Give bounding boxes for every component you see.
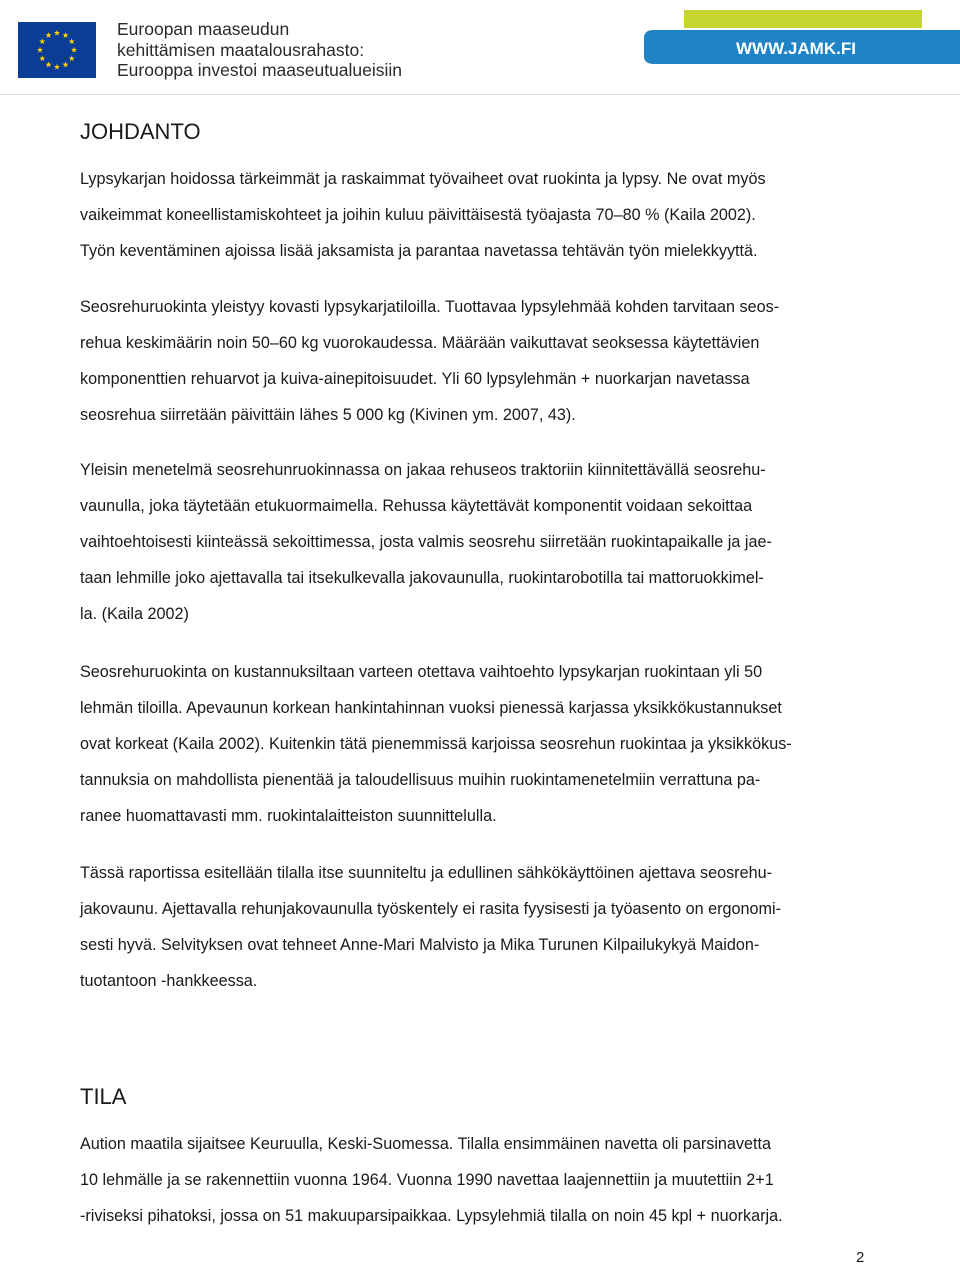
eu-funding-line: kehittämisen maatalousrahasto: [117,39,365,60]
page-header [0,0,960,96]
eu-flag-icon [18,22,96,78]
website-url[interactable]: WWW.JAMK.FI [736,39,856,58]
text-line: -riviseksi pihatoksi, jossa on 51 makuuparsipaikkaa. Lypsylehmiä tilalla on noin 45 kpl + nuorkarja. [80,1207,783,1225]
text-line: Aution maatila sijaitsee Keuruulla, Keski-Suomessa. Tilalla ensimmäinen navetta oli parsinavetta [80,1135,772,1153]
page-number: 2 [856,1249,865,1266]
paragraph [80,855,880,999]
text-line: tuotantoon -hankkeessa. [80,972,258,990]
text-line: vaunulla, joka täytetään etukuormaimella. Rehussa käytettävät komponentit voidaan sekoittaa [80,497,753,515]
paragraph [80,1126,880,1234]
eu-funding-line: Eurooppa investoi maaseutualueisiin [117,60,403,80]
text-line: la. (Kaila 2002) [80,605,189,623]
text-line: ovat korkeat (Kaila 2002). Kuitenkin tätä pienemmissä karjoissa seosrehun ruokintaa ja yksikkökus- [80,735,792,753]
eu-funding-text [117,19,402,81]
text-line: seosrehua siirretään päivittäin lähes 5 000 kg (Kivinen ym. 2007, 43). [80,406,576,424]
text-line: rehua keskimäärin noin 50–60 kg vuorokaudessa. Määrään vaikuttavat seoksessa käytettävien [80,334,760,352]
text-line: Yleisin menetelmä seosrehunruokinnassa on jakaa rehuseos traktoriin kiinnitettävällä seosrehu- [80,461,766,479]
paragraph [80,654,880,834]
header-divider [0,94,960,95]
paragraph [80,452,880,632]
text-line: jakovaunu. Ajettavalla rehunjakovaunulla työskentely ei rasita fyysisesti ja työasento on ergonomi- [80,900,781,918]
text-line: Seosrehuruokinta yleistyy kovasti lypsykarjatiloilla. Tuottavaa lypsylehmää kohden tarvitaan seos- [80,298,780,316]
paragraph [80,161,880,269]
text-line: vaihtoehtoisesti kiinteässä sekoittimessa, josta valmis seosrehu siirretään ruokintapaikalle ja jae- [80,533,772,551]
text-line: ranee huomattavasti mm. ruokintalaitteiston suunnittelulla. [80,807,497,825]
text-line: Lypsykarjan hoidossa tärkeimmät ja raskaimmat työvaiheet ovat ruokinta ja lypsy. Ne ovat myös [80,170,766,188]
text-line: 10 lehmälle ja se rakennettiin vuonna 1964. Vuonna 1990 navettaa laajennettiin ja muutettiin 2+1 [80,1171,774,1189]
text-line: tannuksia on mahdollista pienentää ja taloudellisuus muihin ruokintamenetelmiin verrattuna pa- [80,771,761,789]
text-line: Työn keventäminen ajoissa lisää jaksamista ja parantaa navetassa tehtävän työn mielekkyyttä. [80,242,758,260]
text-line: Seosrehuruokinta on kustannuksiltaan varteen otettava vaihtoehto lypsykarjan ruokintaan yli 50 [80,663,763,681]
text-line: vaikeimmat koneellistamiskohteet ja joihin kuluu päivittäisestä työajasta 70–80 % (Kaila 2002). [80,206,756,224]
eu-funding-line: Euroopan maaseudun [117,19,290,39]
text-line: Tässä raportissa esitellään tilalla itse suunniteltu ja edullinen sähkökäyttöinen ajettava seosrehu- [80,864,772,882]
paragraph [80,289,880,433]
jamk-logo[interactable] [640,6,960,68]
text-line: taan lehmille joko ajettavalla tai itsekulkevalla jakovaunulla, ruokintarobotilla tai mattoruokkimel- [80,569,764,587]
text-line: lehmän tiloilla. Apevaunun korkean hankintahinnan vuoksi pienessä karjassa yksikkökustannukset [80,699,782,717]
section-heading-johdanto: JOHDANTO [80,119,201,144]
section-heading-tila: TILA [80,1084,127,1109]
text-line: komponenttien rehuarvot ja kuiva-ainepitoisuudet. Yli 60 lypsylehmän + nuorkarjan navetassa [80,370,750,388]
text-line: sesti hyvä. Selvityksen ovat tehneet Anne-Mari Malvisto ja Mika Turunen Kilpailukykyä Maidon- [80,936,760,954]
